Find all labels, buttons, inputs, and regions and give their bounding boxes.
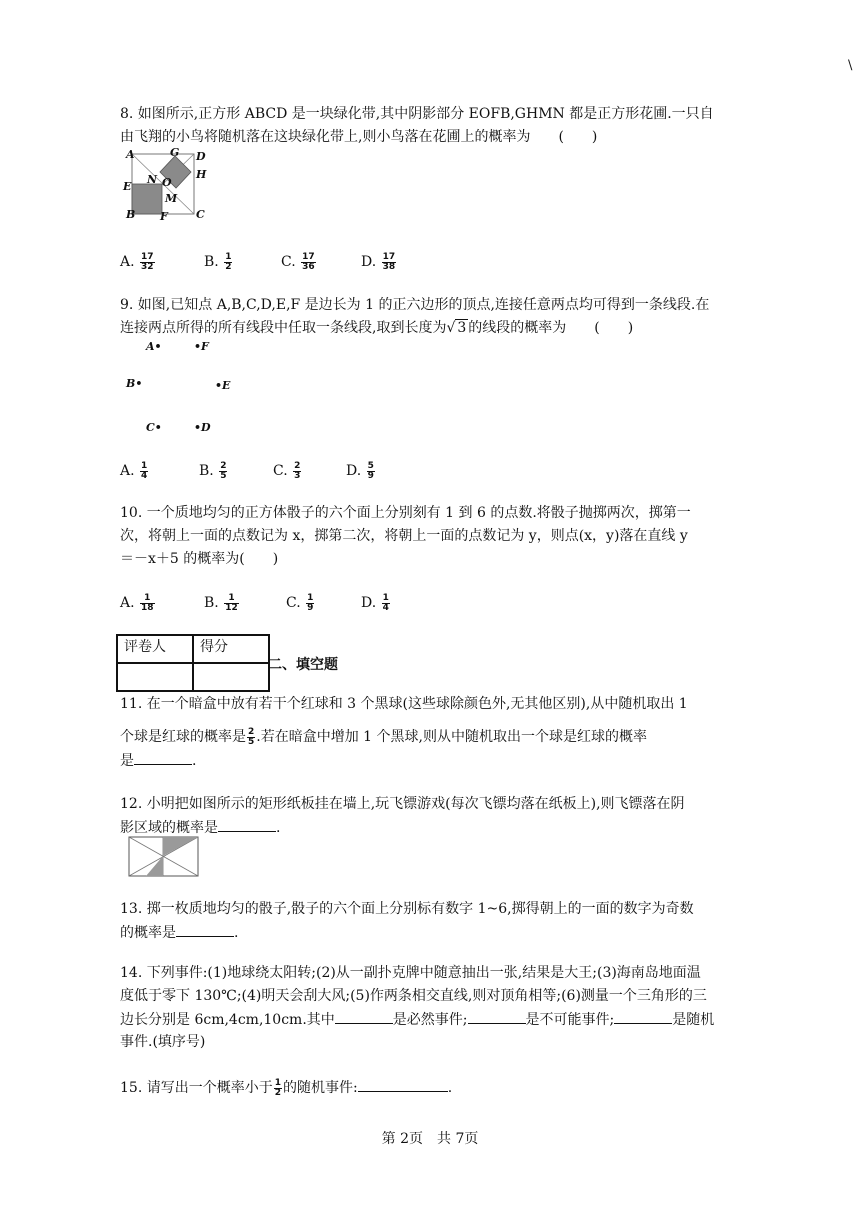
point-e: •E	[215, 379, 231, 392]
fraction	[306, 594, 314, 613]
fraction	[274, 1079, 282, 1098]
fraction-numerator: 1	[228, 592, 235, 603]
score-label: 得分	[193, 635, 269, 663]
option-letter: B.	[204, 254, 219, 270]
q14-line3-mid2: 是不可能事件;	[525, 1012, 615, 1028]
fraction	[140, 462, 148, 481]
option-letter: A.	[120, 463, 135, 479]
q10-option-a[interactable]	[120, 592, 156, 614]
fraction	[224, 594, 239, 613]
dartboard-rectangle	[128, 836, 200, 878]
q10-line3: ＝－x＋5 的概率为( )	[120, 551, 279, 567]
fraction-denominator: 32	[141, 261, 154, 272]
q10-line2: 次，将朝上一面的点数记为 x，掷第二次，将朝上一面的点数记为 y，则点(x，y)落在直线 y	[120, 528, 688, 544]
grader-cell[interactable]	[117, 663, 193, 691]
option-letter: B.	[199, 463, 214, 479]
fraction	[224, 253, 232, 272]
q8-figure	[122, 148, 212, 222]
q9-option-d[interactable]	[346, 460, 376, 482]
q10-option-c[interactable]	[286, 592, 315, 614]
point-a: A•	[146, 340, 162, 353]
fraction-numerator: 2	[294, 460, 301, 471]
fraction-denominator: 12	[225, 602, 238, 613]
q10-option-b[interactable]	[204, 592, 240, 614]
corner-mark: \	[848, 58, 853, 73]
q9-line2	[120, 318, 633, 338]
q12-line2-text: 影区域的概率是	[120, 820, 218, 836]
q9-option-b[interactable]	[199, 460, 228, 482]
answer-blank[interactable]	[358, 1077, 448, 1092]
fraction-denominator: 38	[382, 261, 396, 272]
q15-text-mid: 的随机事件:	[282, 1080, 358, 1096]
q12-line1: 12. 小明把如图所示的矩形纸板挂在墙上,玩飞镖游戏(每次飞镖均落在纸板上),则飞镖落在阴	[120, 796, 685, 812]
fraction	[219, 462, 227, 481]
q15-text-tail: .	[447, 1080, 453, 1096]
option-letter: A.	[120, 254, 135, 270]
q8-option-c[interactable]	[281, 251, 317, 273]
q12-line2-tail: .	[276, 820, 281, 836]
q11-line2-tail: .若在暗盒中增加 1 个黑球,则从中随机取出一个球是红球的概率	[256, 729, 647, 745]
q8-option-d[interactable]	[361, 251, 397, 273]
label-d: D	[196, 150, 206, 163]
option-letter: B.	[204, 595, 219, 611]
fraction	[247, 728, 255, 747]
point-c: C•	[146, 421, 162, 434]
q10-option-d[interactable]	[361, 592, 391, 614]
fraction	[367, 462, 375, 481]
q14-line3	[120, 1009, 714, 1030]
fraction	[382, 253, 397, 272]
point-f: •F	[194, 340, 209, 353]
label-o: O	[162, 176, 172, 189]
answer-blank[interactable]	[218, 817, 276, 832]
q14-line1: 14. 下列事件:(1)地球绕太阳转;(2)从一副扑克牌中随意抽出一张,结果是大王;(3)海南岛地面温	[120, 965, 701, 981]
q11-line1: 11. 在一个暗盒中放有若干个红球和 3 个黑球(这些球除颜色外,无其他区别),从中随机取出 1	[120, 696, 688, 712]
fraction-denominator: 9	[367, 470, 374, 481]
q11-line2	[120, 727, 647, 747]
label-a: A	[126, 148, 135, 161]
q14-line3-text: 边长分别是 6cm,4cm,10cm.其中	[120, 1012, 335, 1028]
option-letter: D.	[346, 463, 362, 479]
fraction-numerator: 2	[248, 727, 255, 737]
label-n: N	[147, 173, 158, 186]
option-letter: C.	[273, 463, 288, 479]
q9-line1: 9. 如图,已知点 A,B,C,D,E,F 是边长为 1 的正六边形的顶点,连接任意两点均可得到一条线段.在	[120, 297, 710, 313]
label-m: M	[165, 192, 178, 205]
answer-blank-random[interactable]	[614, 1009, 672, 1024]
label-e: E	[123, 180, 132, 193]
q8-option-b[interactable]	[204, 251, 233, 273]
option-letter: C.	[281, 254, 296, 270]
q11-line3-tail: .	[192, 753, 197, 769]
score-cell[interactable]	[193, 663, 269, 691]
fraction-numerator: 1	[274, 1078, 281, 1088]
fraction	[140, 253, 155, 272]
fraction-denominator: 18	[141, 602, 154, 613]
option-letter: C.	[286, 595, 301, 611]
q12-line2	[120, 817, 280, 838]
fraction-denominator: 2	[274, 1088, 281, 1098]
label-g: G	[170, 146, 180, 159]
fraction-numerator: 1	[225, 251, 232, 262]
option-letter: D.	[361, 254, 377, 270]
fraction-numerator: 1	[382, 592, 389, 603]
fraction-denominator: 5	[248, 737, 255, 747]
point-d: •D	[194, 421, 211, 434]
q13-line1: 13. 掷一枚质地均匀的骰子,骰子的六个面上分别标有数字 1~6,掷得朝上的一面的数字为奇数	[120, 901, 694, 917]
q9-line2-tail: 的线段的概率为 ( )	[468, 320, 634, 336]
score-table	[116, 634, 270, 692]
q14-line3-mid1: 是必然事件;	[392, 1012, 468, 1028]
sqrt-expression: √ 3	[446, 320, 467, 336]
answer-blank-impossible[interactable]	[468, 1009, 526, 1024]
q13-line2-text: 的概率是	[120, 925, 176, 941]
fraction-numerator: 1	[141, 460, 148, 471]
q11-line2-text: 个球是红球的概率是	[120, 729, 246, 745]
q11-line3-text: 是	[120, 753, 134, 769]
fraction-numerator: 2	[220, 460, 227, 471]
fraction-denominator: 36	[302, 261, 315, 272]
q11-line3	[120, 750, 196, 771]
fraction	[301, 253, 316, 272]
fraction-numerator: 5	[367, 460, 374, 471]
q9-hexagon-points	[120, 338, 240, 438]
fraction-denominator: 5	[220, 470, 227, 481]
label-c: C	[196, 208, 205, 221]
q14-line4: 事件.(填序号)	[120, 1034, 206, 1050]
sqrt-radicand: 3	[457, 320, 467, 336]
page-footer: 第 2页 共 7页	[381, 1131, 479, 1147]
section-title: 二、填空题	[268, 657, 338, 673]
q15-line	[120, 1077, 452, 1098]
fraction-numerator: 17	[302, 251, 315, 262]
q13-line2	[120, 922, 238, 943]
q9-option-a[interactable]	[120, 460, 149, 482]
fraction	[140, 594, 155, 613]
fraction-numerator: 17	[141, 251, 154, 262]
q8-option-a[interactable]	[120, 251, 156, 273]
q13-line2-tail: .	[234, 925, 239, 941]
fraction-denominator: 4	[382, 602, 389, 613]
answer-blank[interactable]	[134, 750, 192, 765]
q14-line3-tail: 是随机	[672, 1012, 715, 1028]
fraction-numerator: 17	[382, 251, 396, 262]
fraction-numerator: 1	[307, 592, 314, 603]
label-f: F	[160, 210, 168, 223]
option-letter: D.	[361, 595, 377, 611]
answer-blank-certain[interactable]	[335, 1009, 393, 1024]
fraction-denominator: 4	[141, 470, 148, 481]
q8-line1: 8. 如图所示,正方形 ABCD 是一块绿化带,其中阴影部分 EOFB,GHMN 都是正方形花圃.一只自	[120, 106, 714, 122]
fraction-denominator: 2	[225, 261, 232, 272]
option-letter: A.	[120, 595, 135, 611]
label-b: B	[126, 208, 136, 221]
fraction-numerator: 1	[144, 592, 151, 603]
q8-line2: 由飞翔的小鸟将随机落在这块绿化带上,则小鸟落在花圃上的概率为 ( )	[120, 129, 598, 145]
q14-line2: 度低于零下 130℃;(4)明天会刮大风;(5)作两条相交直线,则对顶角相等;(6)测量一个三角形的三	[120, 988, 707, 1004]
fraction	[293, 462, 301, 481]
fraction	[382, 594, 390, 613]
fraction-denominator: 9	[307, 602, 314, 613]
answer-blank[interactable]	[176, 922, 234, 937]
q10-line1: 10. 一个质地均匀的正方体骰子的六个面上分别刻有 1 到 6 的点数.将骰子抛掷两次，掷第一	[120, 505, 691, 521]
q15-text: 15. 请写出一个概率小于	[120, 1080, 273, 1096]
point-b: B•	[126, 377, 143, 390]
q9-line2-text: 连接两点所得的所有线段中任取一条线段,取到长度为	[120, 320, 447, 336]
grader-label: 评卷人	[117, 635, 193, 663]
label-h: H	[196, 168, 207, 181]
q12-rectangle-figure	[128, 836, 200, 882]
q9-option-c[interactable]	[273, 460, 302, 482]
fraction-denominator: 3	[294, 470, 301, 481]
